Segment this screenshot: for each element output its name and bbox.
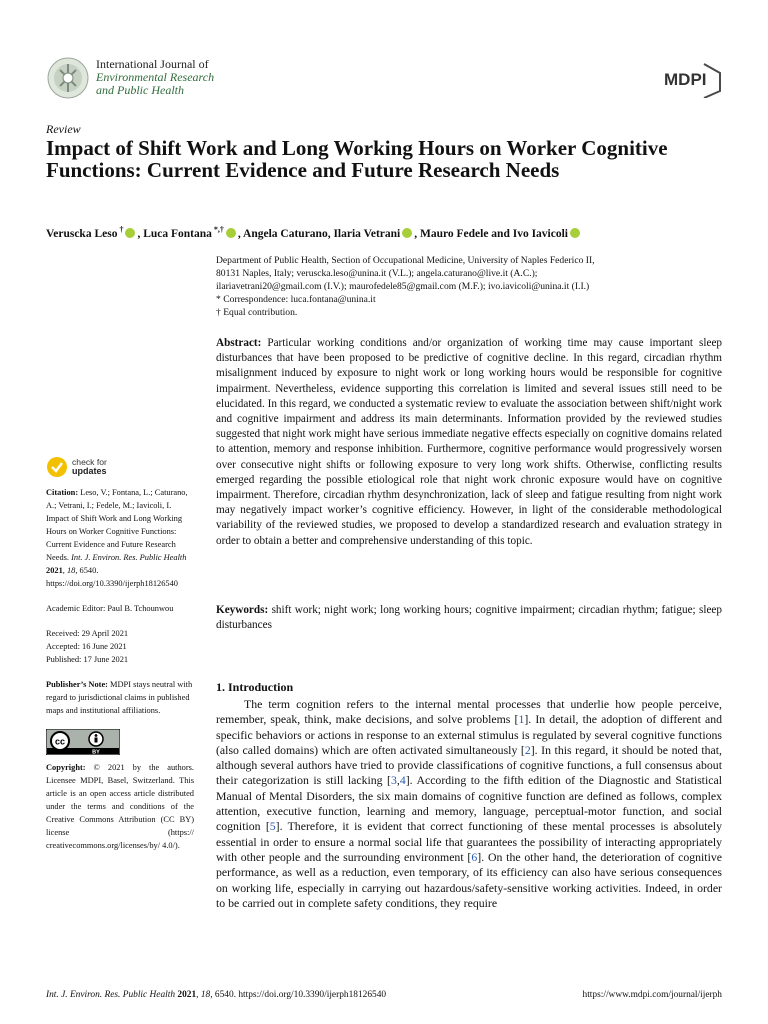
article-title: Impact of Shift Work and Long Working Hours on Worker Cognitive Functions: Current Evidence and Future Research Needs (46, 136, 668, 182)
citation-label: Citation: (46, 488, 79, 497)
check-updates-icon (46, 456, 68, 478)
academic-editor: Academic Editor: Paul B. Tchounwou (46, 604, 174, 613)
author-superscript: † (117, 225, 124, 234)
check-updates-line2: updates (72, 466, 107, 476)
mdpi-logo (664, 62, 722, 98)
cc-by-license-icon[interactable] (46, 729, 120, 755)
intro-text: ]. According to the fifth edition of the Diagnostic and Statistical Manual of Mental Disorders, the six main domains of cognitive function are defined as follows, complex attention, executive function, learning and memory, language, perceptual-motor function, and social cognition [ (216, 773, 722, 834)
keywords (216, 603, 722, 633)
published-date: Published: 17 June 2021 (46, 655, 129, 664)
author-name[interactable]: Veruscka Leso (46, 227, 118, 240)
author-name[interactable]: Luca Fontana (143, 227, 212, 240)
orcid-icon[interactable] (402, 228, 412, 238)
intro-text: ]. Therefore, it is evident that correct functioning of these mental processes is absolutely essential in order to ensure a normal social life that guarantees the possibility of interacting appropriately with other people and the surrounding environment [ (216, 819, 722, 864)
author-name[interactable]: Ivo Iavicoli (512, 227, 568, 240)
cc-badge-text: BY (92, 749, 100, 755)
citation: Citation: Leso, V.; Fontana, L.; Caturano, A.; Vetrani, I.; Fedele, M.; Iavicoli, I. Impact of Shift Work and Long Working Hours on Worker Cognitive Functions: Current Evidence and Future Research Needs. Int. J. Environ. Res. Public Health 2021, 18, 6540. https://doi.org/10.3390/ijerph18126540 (46, 488, 188, 588)
publisher-note-text: MDPI stays neutral with regard to jurisdictional claims in published maps and institutional affiliations. (46, 680, 193, 715)
introduction-paragraph (216, 697, 722, 911)
author-name[interactable]: Angela Caturano (243, 227, 328, 240)
publisher-note (46, 678, 194, 717)
copyright (46, 761, 194, 852)
accepted-date: Accepted: 16 June 2021 (46, 642, 127, 651)
affiliation-line: 80131 Naples, Italy; veruscka.leso@unina.it (V.L.); angela.caturano@live.it (A.C.); (216, 268, 538, 279)
reference-link[interactable]: 4 (399, 773, 406, 788)
author-separator: , (414, 227, 420, 240)
intro-text: ]. On the other hand, the deterioration of cognitive performance, as well as a reduction, even temporary, of its efficiency can also have serious consequences on working life, especially in carrying out hazardous/safety-sensitive working activities. Indeed, in order to be carried out in complete safety conditions, they require (216, 849, 722, 910)
journal-name (96, 58, 214, 97)
check-for-updates-button[interactable] (46, 456, 194, 478)
author-separator: , (237, 227, 244, 240)
footer-citation: Int. J. Environ. Res. Public Health 2021, 18, 6540. https://doi.org/10.3390/ijerph18126540 (46, 990, 387, 1000)
orcid-icon[interactable] (226, 228, 236, 238)
article-type: Review (46, 122, 81, 136)
reference-link[interactable]: 6 (471, 849, 478, 864)
author-superscript: *,† (211, 225, 224, 234)
citation-text: Leso, V.; Fontana, L.; Caturano, A.; Vetrani, I.; Fedele, M.; Iavicoli, I. Impact of Shift Work and Long Working Hours on Worker Cognitive Functions: Current Evidence and Future Research Needs. (46, 488, 188, 562)
intro-text: ]. In detail, the adoption of different and specific behaviors or actions in response to an external stimulus is regulated by several cognitive functions (also called domains) which are often activated simultaneously [ (216, 712, 722, 757)
abstract (216, 336, 722, 549)
author-name[interactable]: Ilaria Vetrani (333, 227, 401, 240)
svg-text:cc: cc (54, 736, 66, 747)
author-list (46, 225, 726, 240)
intro-text: , (396, 773, 400, 788)
received-date: Received: 29 April 2021 (46, 629, 129, 638)
author-name[interactable]: Mauro Fedele (419, 227, 489, 240)
orcid-icon[interactable] (570, 228, 580, 238)
copyright-text: © 2021 by the authors. Licensee MDPI, Basel, Switzerland. This article is an open access article distributed under the terms and conditions of the Creative Commons Attribution (CC BY) license (https:// creativecommons.org/licenses/by/ 4.0/). (46, 763, 194, 850)
intro-text: The term cognition refers to the internal mental processes that underlie how people perceive, remember, speak, think, make decisions, and solve problems [ (216, 697, 722, 727)
publisher-name: MDPI (664, 70, 707, 89)
copyright-label: Copyright: (46, 763, 86, 772)
dates (46, 627, 194, 666)
author-separator: , (137, 227, 144, 240)
reference-link[interactable]: 5 (269, 819, 276, 834)
reference-link[interactable]: 3 (390, 773, 397, 788)
citation-volume: 18 (66, 566, 76, 575)
journal-logo-icon (46, 56, 90, 100)
affiliations (216, 254, 726, 319)
keywords-label: Keywords: (216, 604, 269, 616)
footer-doi[interactable]: , 6540. https://doi.org/10.3390/ijerph18126540 (210, 990, 387, 1000)
section-heading: 1. Introduction (216, 680, 294, 694)
publisher-note-label: Publisher’s Note: (46, 680, 108, 689)
check-updates-line1: check for (72, 457, 107, 467)
footer-volume: 18 (200, 990, 211, 1000)
author-separator: , (327, 227, 334, 240)
reference-link[interactable]: 1 (518, 712, 525, 727)
keywords-text: shift work; night work; long working hours; cognitive impairment; circadian rhythm; fatigue; sleep disturbances (216, 604, 722, 632)
citation-doi[interactable]: , 6540. https://doi.org/10.3390/ijerph18126540 (46, 566, 178, 588)
intro-text: ]. In this regard, it should be noted that, although several authors have tried to provide classifications of cognitive functions, a full consensus about their categorization is still lacking [ (216, 742, 723, 788)
citation-journal: Int. J. Environ. Res. Public Health (71, 553, 187, 562)
footer-year: 2021 (177, 990, 197, 1000)
author-separator: and (488, 227, 513, 240)
affiliation-line: Department of Public Health, Section of Occupational Medicine, University of Naples Federico II, (216, 255, 595, 266)
footer-journal-url[interactable]: https://www.mdpi.com/journal/ijerph (582, 990, 722, 1000)
journal-name-line2: Environmental Research (96, 70, 215, 84)
affiliation-line: ilariavetrani20@gmail.com (I.V.); maurofedele85@gmail.com (M.F.); ivo.iavicoli@unina.it (I.I.) (216, 281, 590, 292)
journal-name-line1: International Journal of (96, 57, 209, 71)
abstract-text: Particular working conditions and/or organization of working time may cause important sleep disturbances that have been proposed to be predictive of cognitive decline. In this regard, circadian rhythm misalignment induced by exposure to night work or long working hours would be responsible for cognitive impairment. Nevertheless, evidence supporting this correlation is limited and several issues still need to be elucidated. In this regard, we conducted a systematic review to evaluate the association between shift/night work and cognitive impairment and address its main determinants. Information provided by the reviewed studies suggested that night work might have serious immediate negative effects especially on cognitive domains related to attention, memory and response inhibition. Furthermore, cognitive performance would progressively worsen over consecutive night shifts or following exposure to very long work shifts. Otherwise, conflicting results emerged regarding the possible etiological role that night work chronic exposure would have on cognitive impairment. Therefore, circadian rhythm desynchronization, lack of sleep and fatigue resulting from night work may negatively impact worker’s cognitive efficiency. However, in light of the considerable methodological variability of the reviewed studies, we proposed to develop a standardized research and evaluation strategy in order to obtain a better and comprehensive understanding of this topic. (216, 337, 722, 547)
orcid-icon[interactable] (125, 228, 135, 238)
equal-contribution-line: † Equal contribution. (216, 307, 298, 318)
correspondence-line: * Correspondence: luca.fontana@unina.it (216, 294, 376, 305)
footer-journal: Int. J. Environ. Res. Public Health (46, 990, 176, 1000)
journal-name-line3: and Public Health (96, 83, 184, 97)
abstract-label: Abstract: (216, 337, 262, 349)
sidebar (46, 456, 194, 864)
reference-link[interactable]: 2 (524, 742, 531, 757)
citation-year: 2021 (46, 566, 63, 575)
